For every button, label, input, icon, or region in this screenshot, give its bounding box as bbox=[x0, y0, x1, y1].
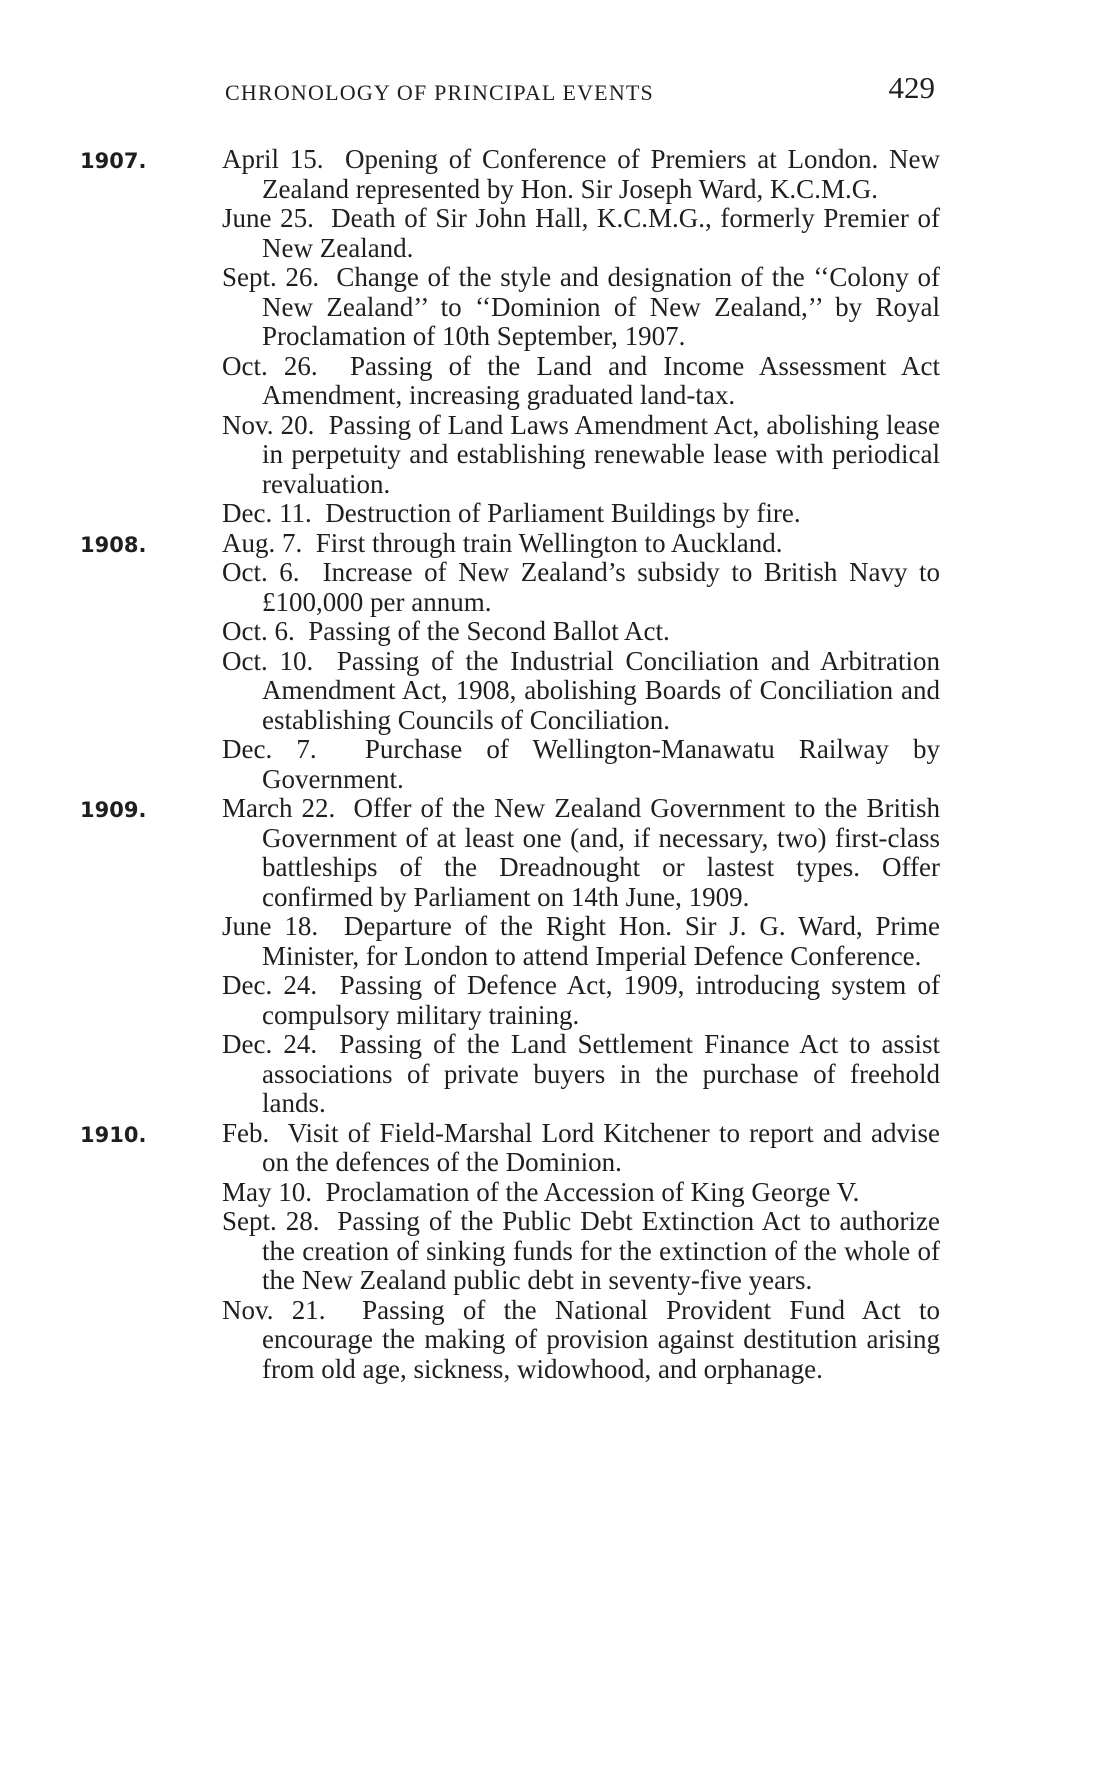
event-date: May 10. bbox=[222, 1176, 312, 1207]
event-description: Purchase of Wellington-Manawatu Railway by Government. bbox=[262, 734, 941, 794]
event-date: Nov. 20. bbox=[222, 409, 315, 440]
event-text bbox=[222, 529, 940, 559]
chronology-entry bbox=[80, 1030, 940, 1119]
running-title: CHRONOLOGY OF PRINCIPAL EVENTS bbox=[225, 80, 654, 105]
chronology-entry bbox=[80, 1207, 940, 1296]
event-text bbox=[222, 971, 940, 1030]
event-description: Change of the style and designation of the ‘‘Colony of New Zealand’’ to ‘‘Dominion of New Zealand,’’ by Royal Proclamation of 10th September, 1907. bbox=[262, 262, 940, 351]
event-date: Nov. 21. bbox=[222, 1294, 326, 1325]
chronology-entry bbox=[80, 529, 940, 559]
chronology-entry bbox=[80, 794, 940, 912]
event-date: Dec. 7. bbox=[222, 734, 317, 764]
event-description: Offer of the New Zealand Government to the British Government of at least one (and, if necessary, two) first-class battleships of the Dreadnought or lastest types. Offer confirmed by Parliament on 14th June, 1909. bbox=[262, 793, 940, 912]
running-head bbox=[225, 70, 935, 116]
event-description: Passing of Defence Act, 1909, introducing system of compulsory military training. bbox=[262, 970, 941, 1030]
event-date: April 15. bbox=[222, 144, 324, 174]
chronology-entry bbox=[80, 411, 940, 500]
event-date: Sept. 28. bbox=[222, 1206, 320, 1236]
event-text bbox=[222, 912, 940, 971]
event-text bbox=[222, 145, 940, 204]
event-text bbox=[222, 735, 940, 794]
year-label: 1907. bbox=[80, 149, 147, 173]
event-text bbox=[222, 263, 940, 352]
event-text bbox=[222, 1119, 940, 1178]
event-date: Dec. 24. bbox=[222, 1029, 318, 1059]
event-text bbox=[222, 499, 940, 529]
event-date: Aug. 7. bbox=[222, 527, 303, 558]
event-text bbox=[222, 617, 940, 647]
event-description: Passing of the National Provident Fund Act to encourage the making of provision against destitution arising from old age, sickness, widowhood, and orphanage. bbox=[262, 1294, 940, 1384]
chronology-entry bbox=[80, 558, 940, 617]
chronology-entry bbox=[80, 204, 940, 263]
event-text bbox=[222, 1030, 940, 1119]
event-date: Sept. 26. bbox=[222, 262, 320, 292]
chronology-entry bbox=[80, 145, 940, 204]
event-text bbox=[222, 1207, 940, 1296]
event-text bbox=[222, 1178, 940, 1208]
event-description: Passing of Land Laws Amendment Act, abolishing lease in perpetuity and establishing renewable lease with periodical revaluation. bbox=[262, 409, 940, 499]
event-description: Passing of the Land and Income Assessment Act Amendment, increasing graduated land-tax. bbox=[262, 350, 941, 410]
year-label: 1908. bbox=[80, 532, 147, 557]
year-label: 1909. bbox=[80, 798, 147, 822]
event-date: Dec. 24. bbox=[222, 970, 318, 1000]
chronology-entry bbox=[80, 1178, 940, 1208]
event-date: Oct. 6. bbox=[222, 557, 300, 587]
year-label: 1910. bbox=[80, 1122, 147, 1147]
event-description: Passing of the Industrial Conciliation and Arbitration Amendment Act, 1908, abolishing Boards of Conciliation and establishing Councils of Conciliation. bbox=[262, 645, 941, 735]
chronology-entry bbox=[80, 735, 940, 794]
event-description: Increase of New Zealand’s subsidy to British Navy to £100,000 per annum. bbox=[262, 557, 941, 617]
chronology-entry bbox=[80, 1296, 940, 1385]
event-description: Destruction of Parliament Buildings by fire. bbox=[325, 498, 801, 528]
event-date: Oct. 26. bbox=[222, 350, 318, 381]
event-description: First through train Wellington to Auckland. bbox=[315, 527, 783, 558]
chronology-entry bbox=[80, 617, 940, 647]
chronology-entry bbox=[80, 912, 940, 971]
event-date: Feb. bbox=[222, 1117, 270, 1148]
chronology-entry bbox=[80, 647, 940, 736]
event-description: Passing of the Public Debt Extinction Act to authorize the creation of sinking funds for the extinction of the whole of the New Zealand public debt in seventy-five years. bbox=[262, 1206, 941, 1295]
event-date: Oct. 10. bbox=[222, 645, 314, 676]
event-text bbox=[222, 1296, 940, 1385]
page-number: 429 bbox=[888, 70, 935, 105]
chronology-entry bbox=[80, 499, 940, 529]
event-description: Passing of the Second Ballot Act. bbox=[308, 616, 670, 646]
event-text bbox=[222, 647, 940, 736]
event-text bbox=[222, 411, 940, 500]
event-description: Visit of Field-Marshal Lord Kitchener to report and advise on the defences of the Dominion. bbox=[262, 1117, 940, 1177]
event-date: Dec. 11. bbox=[222, 498, 312, 528]
event-date: June 25. bbox=[222, 203, 314, 233]
event-text bbox=[222, 794, 940, 912]
event-description: Death of Sir John Hall, K.C.M.G., formerly Premier of New Zealand. bbox=[262, 203, 940, 263]
event-description: Passing of the Land Settlement Finance Act to assist associations of private buyers in the purchase of freehold lands. bbox=[262, 1029, 941, 1118]
chronology-entry bbox=[80, 971, 940, 1030]
chronology-entry bbox=[80, 263, 940, 352]
event-description: Proclamation of the Accession of King George V. bbox=[325, 1176, 860, 1207]
chronology-list bbox=[80, 145, 940, 1384]
event-text bbox=[222, 558, 940, 617]
event-text bbox=[222, 352, 940, 411]
event-date: June 18. bbox=[222, 911, 319, 941]
chronology-entry bbox=[80, 1119, 940, 1178]
event-date: Oct. 6. bbox=[222, 616, 295, 646]
event-text bbox=[222, 204, 940, 263]
chronology-entry bbox=[80, 352, 940, 411]
event-description: Departure of the Right Hon. Sir J. G. Ward, Prime Minister, for London to attend Imperial Defence Conference. bbox=[262, 911, 940, 971]
event-description: Opening of Conference of Premiers at London. New Zealand represented by Hon. Sir Joseph Ward, K.C.M.G. bbox=[262, 144, 940, 204]
event-date: March 22. bbox=[222, 793, 336, 823]
